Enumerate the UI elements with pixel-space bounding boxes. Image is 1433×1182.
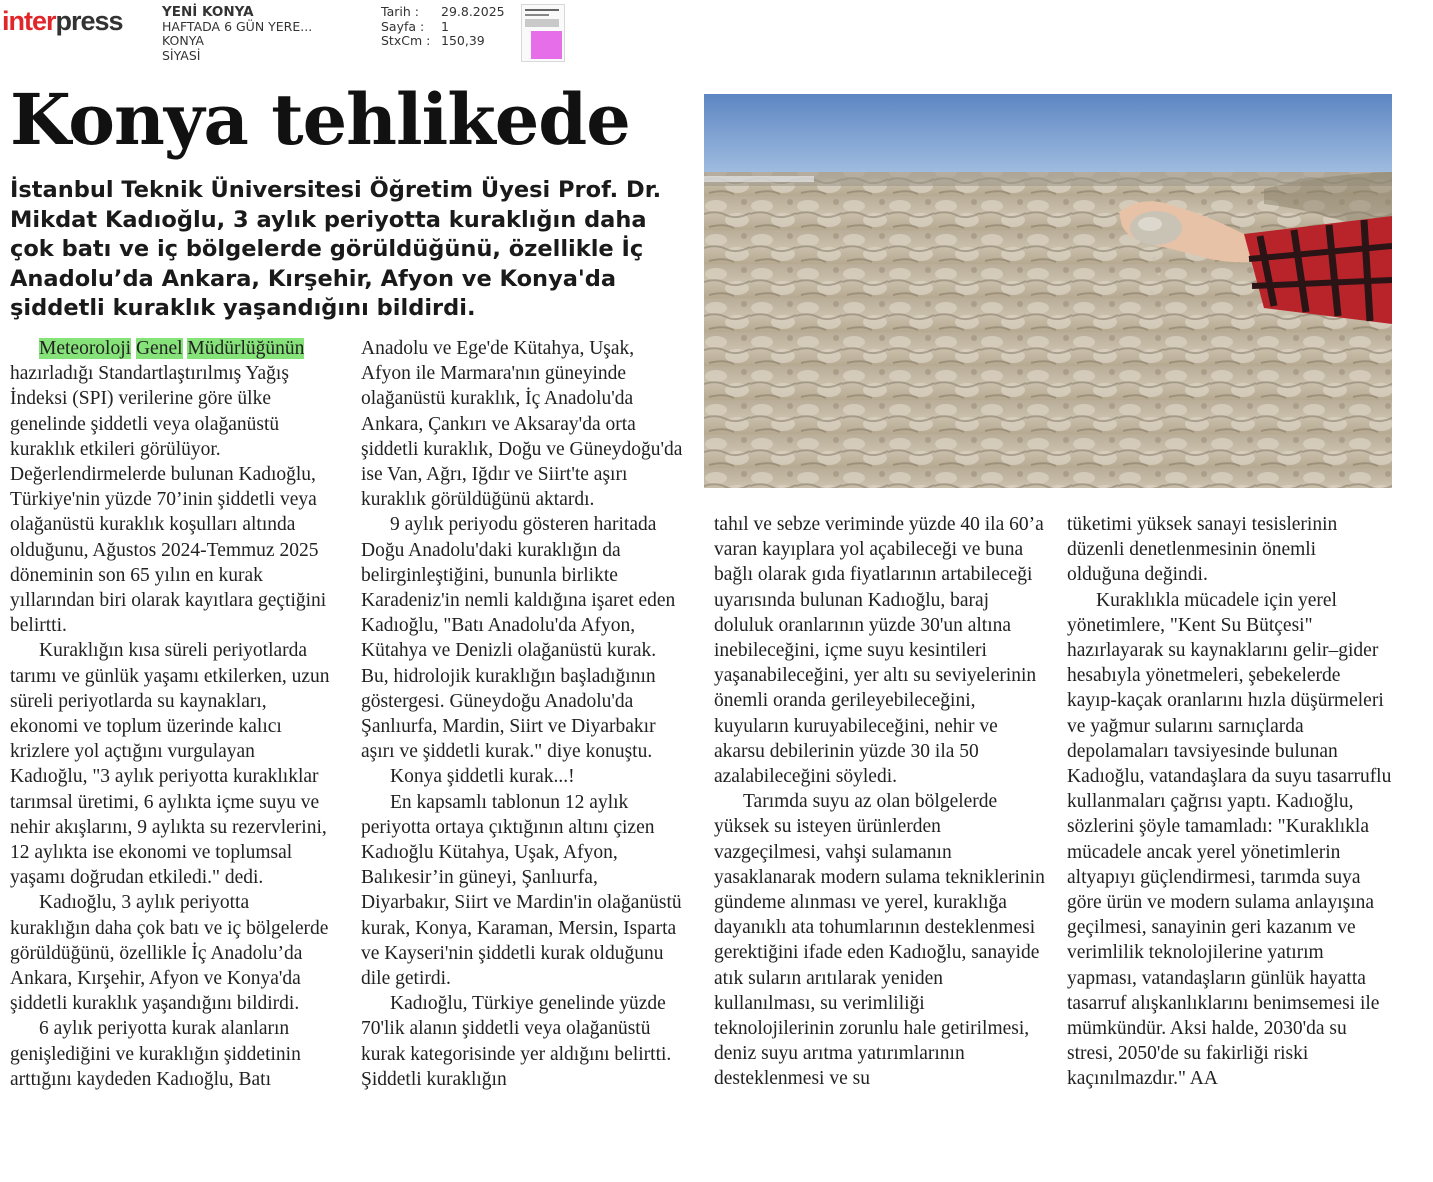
- logo-inter: inter: [2, 6, 56, 36]
- publication-info: [162, 5, 312, 63]
- col1-paragraph-4: Kadıoğlu, 3 aylık periyotta kuraklığın daha çok batı ve iç bölgelerde görüldüğünü, özellikle İç Anadolu’da Ankara, Kırşehir, Afyon ve Konya'da şiddetli kuraklık yaşandığını bildirdi.: [10, 892, 329, 1015]
- col2-paragraph-2: 9 aylık periyodu gösteren haritada Doğu Anadolu'daki kuraklığın da belirginleştiğini, bununla birlikte Karadeniz'in nemli kaldığına işaret eden Kadıoğlu, "Batı Anadolu'da Afyon, Kütahya ve Denizli olağanüstü kurak. Bu, hidrolojik kuraklığın başladığının göstergesi. Güneydoğu Anadolu'da Şanlıurfa, Mardin, Siirt ve Diyarbakır aşırı ve şiddetli kurak." diye konuştu.: [361, 514, 676, 763]
- col2-paragraph-4: Kadıoğlu, Türkiye genelinde yüzde 70'lik alanın şiddetli veya olağanüstü kurak kategorisinde yer aldığını belirtti. Şiddetli kuraklığın: [361, 993, 672, 1090]
- clipping-meta: [381, 5, 505, 49]
- col1-paragraph-2: Değerlendirmelerde bulunan Kadıoğlu, Türkiye'nin yüzde 70’inin şiddetli veya olağanüstü kuraklık koşulları altında olduğunu, Ağustos 2024-Temmuz 2025 döneminin son 65 yılın en kurak yıllarından biri olarak kayıtlara geçtiğini belirtti.: [10, 464, 327, 637]
- spot-text: İstanbul Teknik Üniversitesi Öğretim Üyesi Prof. Dr. Mikdat Kadıoğlu, 3 aylık periyotta kuraklığın daha çok batı ve iç bölgelerde görüldüğünü, özellikle İç Anadolu’da Ankara, Kırşehir, Afyon ve Konya'da şiddetli kuraklık yaşandığını bildirdi.: [10, 177, 662, 321]
- highlight-mudurlugunun: Müdürlüğünün: [187, 338, 305, 359]
- col4-paragraph-2: Kuraklıkla mücadele için yerel yönetimlere, "Kent Su Bütçesi" hazırlayarak su kaynaklarını gelir–gider hesabıyla yönetmeleri, şebekelerde kayıp-kaçak oranlarını hızla düşürmeleri ve yağmur sularını sarnıçlarda depolamaları tavsiyesinde bulunan Kadıoğlu, vatandaşlara da suyu tasarruflu kullanmaları çağrısı yaptı. Kadıoğlu, sözlerini şöyle tamamladı: "Kuraklıkla mücadele ancak yerel yönetimlerin altyapıyı güçlendirmesi, tarımda suya göre ürün ve modern sulama anlayışına geçilmesi, sanayinin geri kazanım ve verimlilik teknolojilerine yatırım yapması, vatandaşların günlük hayatta tasarruf alışkanlıklarını benimsemesi ile mümkündür. Aksi halde, 2030'da su stresi, 2050'de su fakirliği riski kaçınılmazdır." AA: [1067, 589, 1392, 1090]
- stxcm-label: StxCm :: [381, 33, 431, 48]
- highlight-genel: Genel: [135, 338, 183, 359]
- highlight-meteoroloji: Meteoroloji: [39, 338, 132, 359]
- publication-name: YENİ KONYA: [162, 4, 254, 20]
- column-3: [714, 512, 1046, 1092]
- column-4: [1067, 512, 1392, 1092]
- date-row: [381, 5, 505, 20]
- col1-paragraph-5: 6 aylık periyotta kurak alanların genişlediğini ve kuraklığın şiddetinin arttığını kaydeden Kadıoğlu, Batı: [10, 1018, 301, 1090]
- article-location-highlight: [531, 31, 562, 59]
- publication-category: SİYASİ: [162, 47, 201, 63]
- col4-paragraph-1: tüketimi yüksek sanayi tesislerinin düzenli denetlenmesinin önemli olduğuna değindi.: [1067, 514, 1338, 586]
- col2-paragraph-1: Anadolu ve Ege'de Kütahya, Uşak, Afyon ile Marmara'nın güneyinde olağanüstü kuraklık, İç Anadolu'da Ankara, Çankırı ve Aksaray'da orta şiddetli kuraklık, Doğu ve Güneydoğu'da ise Van, Ağrı, Iğdır ve Siirt'te aşırı kuraklık görüldüğünü aktardı.: [361, 338, 683, 511]
- stxcm-value: 150,39: [441, 33, 485, 48]
- col2-paragraph-3: En kapsamlı tablonun 12 aylık periyotta ortaya çıktığının altını çizen Kadıoğlu Kütahya, Uşak, Afyon, Balıkesir’in güneyi, Şanlıurfa, Diyarbakır, Siirt ve Mardin'in olağanüstü kurak, Konya, Karaman, Mersin, Isparta ve Kayseri'nin şiddetli kurak olduğunu dile getirdi.: [361, 791, 682, 990]
- page-value: 1: [441, 18, 449, 34]
- logo-press: press: [55, 6, 123, 36]
- date-label: Tarih :: [381, 4, 419, 19]
- headline: Konya tehlikede: [10, 78, 630, 161]
- col3-paragraph-1: tahıl ve sebze veriminde yüzde 40 ila 60’a varan kayıplara yol açabileceği ve buna bağlı olarak gıda fiyatlarının artabileceği uyarısında bulunan Kadıoğlu, baraj doluluk oranlarının yüzde 30'un altına inebileceğini, içme suyu kesintileri yaşanabileceğini, yer altı su seviyelerinin önemli oranda gerileyebileceğini, kuyuların kuruyabileceğini, nehir ve akarsu debilerinin yüzde 30 ila 50 azalabileceğini söyledi.: [714, 514, 1044, 788]
- col1-p1-rest: hazırladığı Standartlaştırılmış Yağış İndeksi (SPI) verilerine göre ülke genelinde şiddetli veya olağanüstü kuraklık etkileri görülüyor.: [10, 363, 289, 460]
- column-1: [10, 336, 332, 1092]
- publication-city: KONYA: [162, 33, 204, 48]
- page-label: Sayfa :: [381, 18, 425, 34]
- drought-photo: [704, 94, 1392, 488]
- date-value: 29.8.2025: [441, 4, 505, 19]
- col1-paragraph-1: [10, 336, 332, 462]
- col2-subhead: Konya şiddetli kurak...!: [390, 766, 575, 788]
- interpress-logo: [2, 6, 123, 37]
- column-2: [361, 336, 686, 1092]
- page-thumbnail[interactable]: [521, 4, 565, 62]
- page-row: [381, 20, 505, 35]
- publication-frequency: HAFTADA 6 GÜN YERE...: [162, 18, 313, 34]
- stxcm-row: [381, 34, 505, 49]
- col1-paragraph-3: Kuraklığın kısa süreli periyotlarda tarımı ve günlük yaşamı etkilerken, uzun süreli periyotlarda su kaynakları, ekonomi ve toplum üzerinde kalıcı krizlere yol açtığını vurgulayan Kadıoğlu, "3 aylık periyotta kuraklıklar tarımsal üretimi, 6 aylıkta içme suyu ve nehir akışlarını, 9 aylıkta su rezervlerini, 12 aylıkta ise ekonomi ve toplumsal yaşamı doğrudan etkiledi." dedi.: [10, 640, 330, 889]
- col3-paragraph-2: Tarımda suyu az olan bölgelerde yüksek su isteyen ürünlerden vazgeçilmesi, vahşi sulamanın yasaklanarak modern sulama tekniklerinin gündeme alınması ve yerel, kuraklığa dayanıklı ata tohumlarının desteklenmesi gerektiğini ifade eden Kadıoğlu, sanayide atık suların arıtılarak yeniden kullanılması, su verimliliği teknolojilerinin zorunlu hale getirilmesi, deniz suyu arıtma yatırımlarının desteklenmesi ve su: [714, 791, 1045, 1090]
